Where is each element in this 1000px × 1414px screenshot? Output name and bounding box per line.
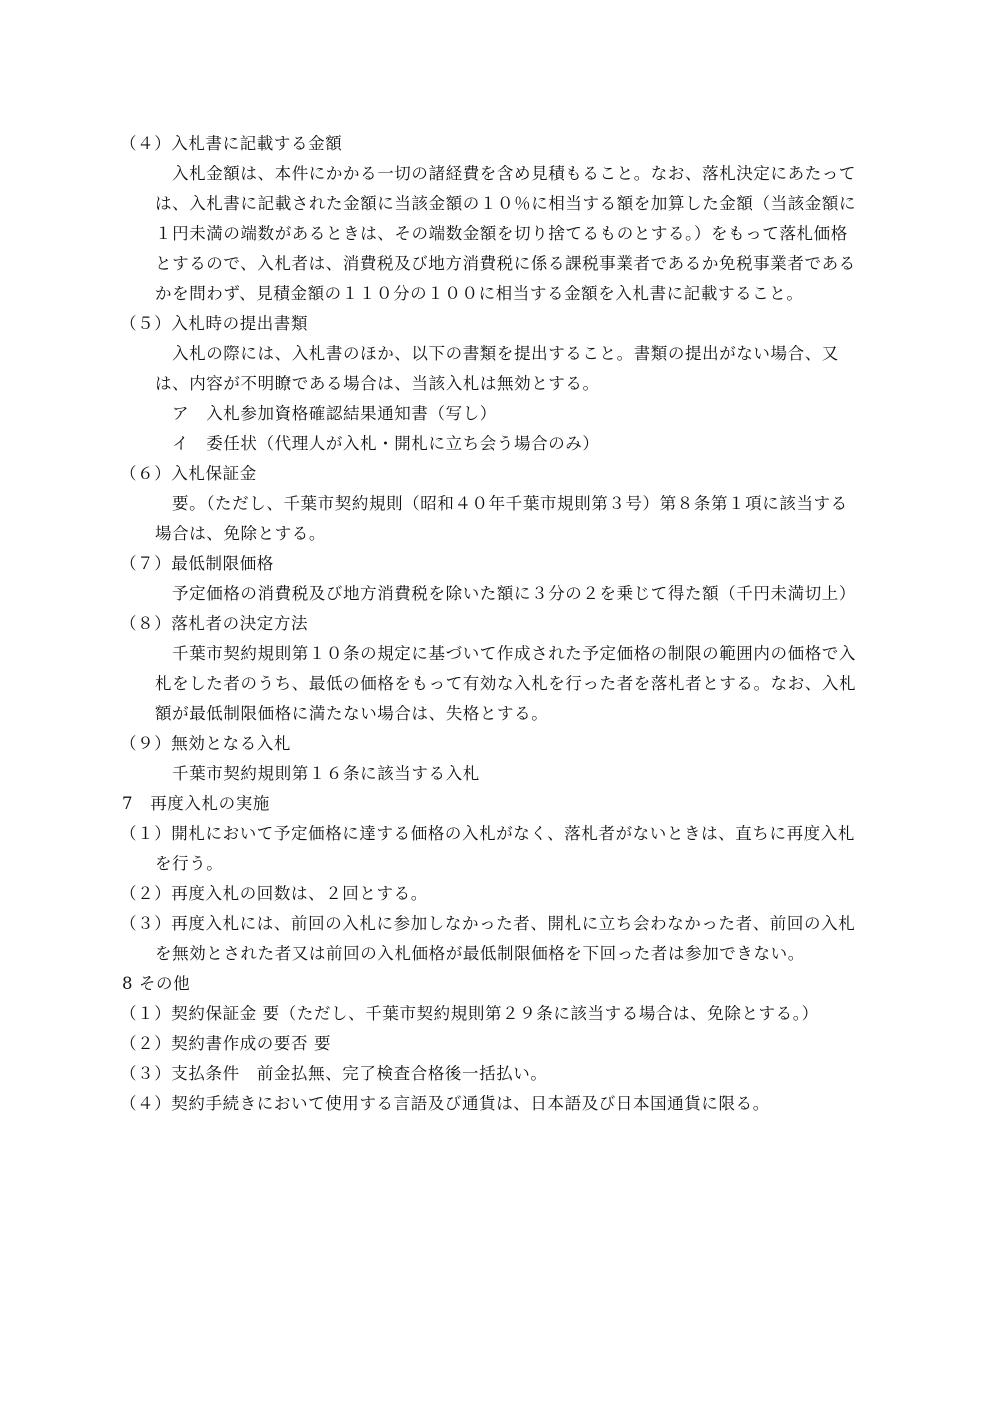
paragraph-line: 要。（ただし、千葉市契約規則（昭和４０年千葉市規則第３号）第８条第１項に該当する (172, 494, 848, 513)
list-item-a: ア 入札参加資格確認結果通知書（写し） (172, 404, 497, 423)
paragraph-line: 千葉市契約規則第１０条の規定に基づいて作成された予定価格の制限の範囲内の価格で入 (172, 644, 856, 663)
heading-9-invalid-bids: （９）無効となる入札 (120, 734, 291, 753)
heading-7-minimum-price: （７）最低制限価格 (120, 554, 274, 573)
paragraph-line: 千葉市契約規則第１６条に該当する入札 (172, 764, 480, 783)
paragraph-line: （４）契約手続きにおいて使用する言語及び通貨は、日本語及び日本国通貨に限る。 (120, 1094, 770, 1113)
paragraph-line: （１）契約保証金 要（ただし、千葉市契約規則第２９条に該当する場合は、免除とする。） (120, 1004, 819, 1023)
paragraph-line: 予定価格の消費税及び地方消費税を除いた額に３分の２を乗じて得た額（千円未満切上） (172, 584, 856, 603)
paragraph-line: 入札の際には、入札書のほか、以下の書類を提出すること。書類の提出がない場合、又 (172, 344, 839, 363)
paragraph-line: 入札金額は、本件にかかる一切の諸経費を含め見積もること。なお、落札決定にあたって (172, 164, 856, 183)
section-8-heading: 8 その他 (122, 974, 191, 993)
heading-6-deposit: （６）入札保証金 (120, 464, 257, 483)
list-item-i: イ 委任状（代理人が入札・開札に立ち会う場合のみ） (172, 434, 600, 453)
heading-8-award-method: （８）落札者の決定方法 (120, 614, 309, 633)
paragraph-line: は、入札書に記載された金額に当該金額の１０％に相当する額を加算した金額（当該金額に (155, 194, 857, 213)
paragraph-line: を無効とされた者又は前回の入札価格が最低制限価格を下回った者は参加できない。 (155, 944, 805, 963)
paragraph-line: １円未満の端数があるときは、その端数金額を切り捨てるものとする。）をもって落札価格 (155, 224, 848, 243)
paragraph-line: かを問わず、見積金額の１１０分の１００に相当する金額を入札書に記載すること。 (155, 284, 804, 303)
paragraph-line: を行う。 (155, 854, 224, 873)
paragraph-line: （２）契約書作成の要否 要 (120, 1034, 332, 1053)
paragraph-line: 額が最低制限価格に満たない場合は、失格とする。 (155, 704, 549, 723)
paragraph-line: とするので、入札者は、消費税及び地方消費税に係る課税事業者であるか免税事業者である (155, 254, 856, 273)
section-7-heading: 7 再度入札の実施 (122, 794, 270, 813)
heading-5-documents: （５）入札時の提出書類 (120, 314, 309, 333)
heading-4-bid-amount: （４）入札書に記載する金額 (120, 134, 343, 153)
paragraph-line: （１）開札において予定価格に達する価格の入札がなく、落札者がないときは、直ちに再度入札 (120, 824, 855, 843)
paragraph-line: （３）再度入札には、前回の入札に参加しなかった者、開札に立ち会わなかった者、前回の入札 (120, 914, 856, 933)
paragraph-line: （２）再度入札の回数は、２回とする。 (120, 884, 428, 903)
paragraph-line: は、内容が不明瞭である場合は、当該入札は無効とする。 (155, 374, 600, 393)
paragraph-line: 場合は、免除とする。 (155, 524, 326, 543)
paragraph-line: 札をした者のうち、最低の価格をもって有効な入札を行った者を落札者とする。なお、入札 (155, 674, 857, 693)
paragraph-line: （３）支払条件 前金払無、完了検査合格後一括払い。 (120, 1064, 548, 1083)
